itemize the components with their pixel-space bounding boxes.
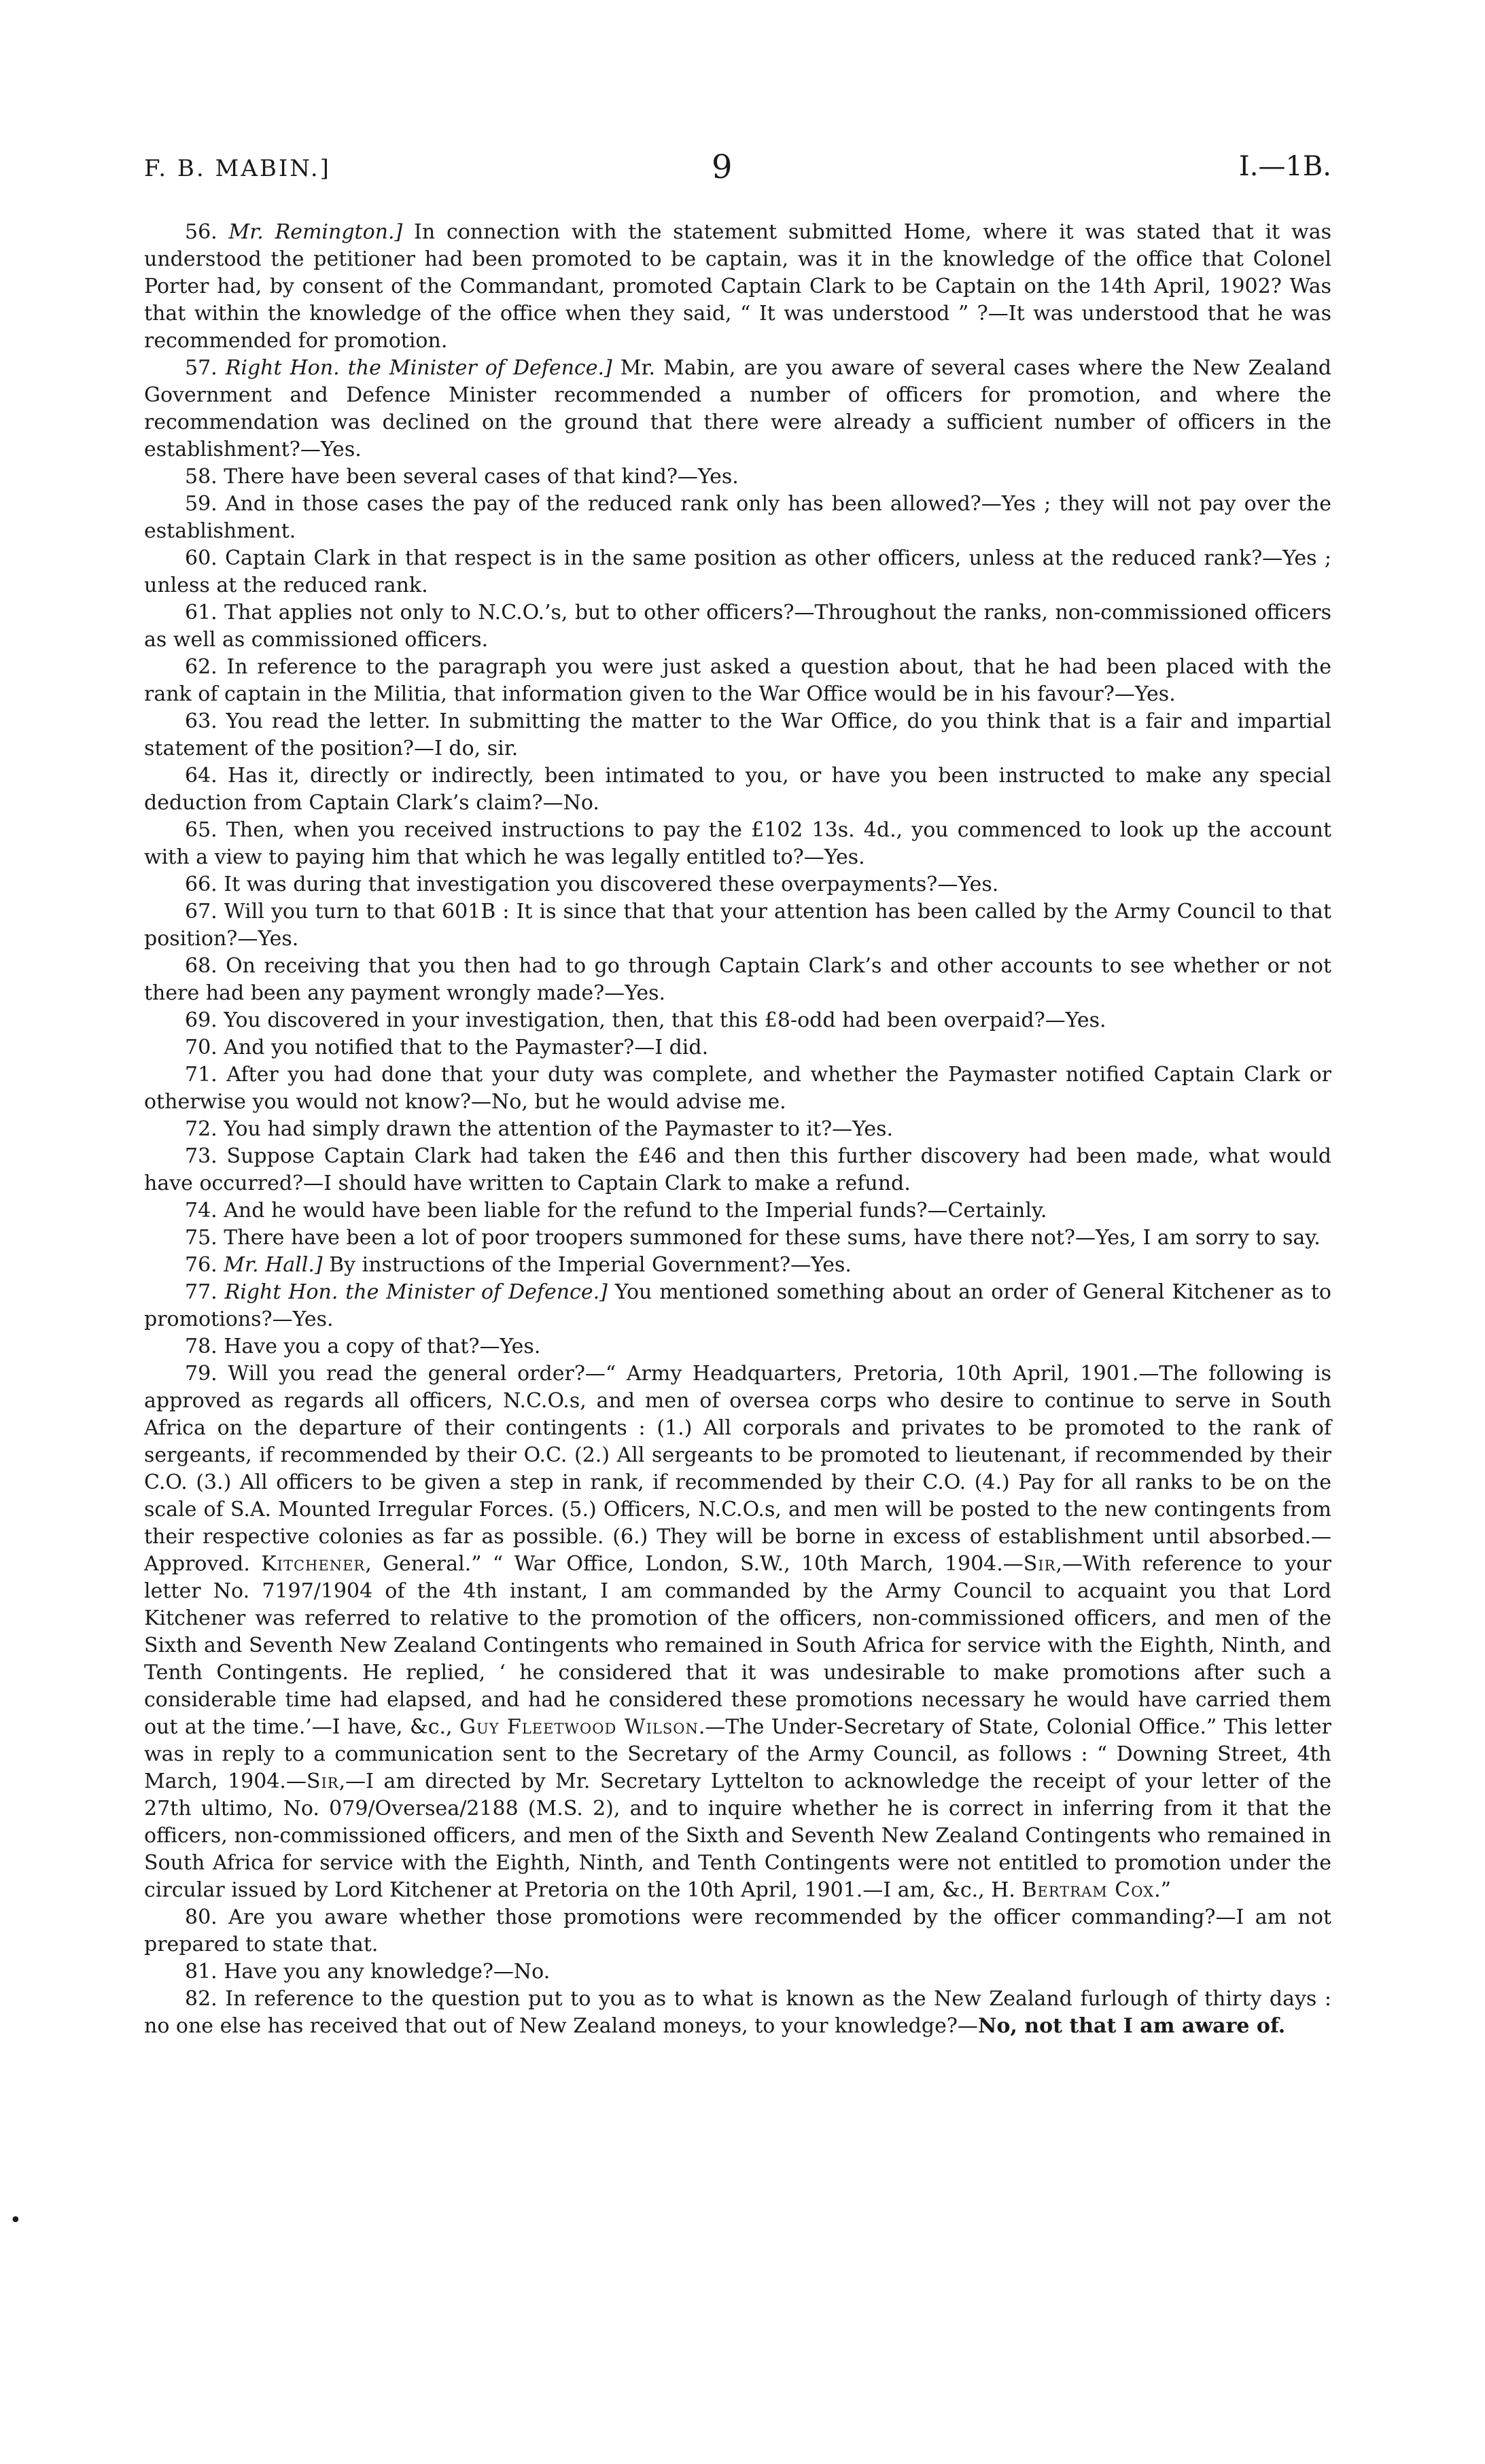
question-59: 59. And in those cases the pay of the reduced rank only has been allowed?—Yes ; they will not pay over the establishment. bbox=[144, 492, 1331, 543]
page-header bbox=[144, 148, 1331, 189]
margin-dot: • bbox=[10, 2208, 22, 2232]
question-list bbox=[144, 219, 1331, 1360]
testimony-body bbox=[144, 219, 1331, 2040]
witness-name: F. B. MABIN.] bbox=[144, 155, 331, 182]
question-77: 77. Right Hon. the Minister of Defence.] You mentioned something about an order of General Kitchener as to promotions?—Yes. bbox=[144, 1280, 1331, 1331]
question-73: 73. Suppose Captain Clark had taken the £46 and then this further discovery had been made, what would have occurred?—I should have written to Captain Clark to make a refund. bbox=[144, 1144, 1331, 1195]
question-72: 72. You had simply drawn the attention of the Paymaster to it?—Yes. bbox=[185, 1117, 894, 1141]
question-61: 61. That applies not only to N.C.O.’s, but to other officers?—Throughout the ranks, non-commissioned officers as well as commissioned officers. bbox=[144, 601, 1331, 652]
question-74: 74. And he would have been liable for the refund to the Imperial funds?—Certainly. bbox=[185, 1199, 1047, 1222]
question-62: 62. In reference to the paragraph you were just asked a question about, that he had been placed with the rank of captain in the Militia, that information given to the War Office would be in his favour?—Yes. bbox=[144, 655, 1331, 706]
document-reference: I.—1B. bbox=[1238, 151, 1331, 182]
question-66: 66. It was during that investigation you discovered these overpayments?—Yes. bbox=[185, 873, 999, 896]
question-75: 75. There have been a lot of poor troopers summoned for these sums, have there not?—Yes, I am sorry to say. bbox=[185, 1226, 1321, 1250]
page-number: 9 bbox=[712, 148, 733, 186]
question-58: 58. There have been several cases of that kind?—Yes. bbox=[185, 465, 739, 489]
question-81: 81. Have you any knowledge?—No. bbox=[185, 1960, 551, 1984]
question-76: 76. Mr. Hall.] By instructions of the Imperial Government?—Yes. bbox=[185, 1253, 852, 1277]
question-56: 56. Mr. Remington.] In connection with the statement submitted Home, where it was stated that it was understood the petitioner had been promoted to be captain, was it in the knowledge of the office that Colonel Porter had, by consent of the Commandant, promoted Captain Clark to be Captain on the 14th April, 1902? Was that within the knowledge of the office when they said, “ It was understood ” ?—It was understood that he was recommended for promotion. bbox=[144, 220, 1331, 353]
question-65: 65. Then, when you received instructions to pay the £102 13s. 4d., you commenced to look up the account with a view to paying him that which he was legally entitled to?—Yes. bbox=[144, 818, 1331, 869]
question-69: 69. You discovered in your investigation, then, that this £8-odd had been overpaid?—Yes. bbox=[185, 1008, 1106, 1032]
speaker: Mr. Hall.] bbox=[224, 1253, 323, 1277]
question-57: 57. Right Hon. the Minister of Defence.] Mr. Mabin, are you aware of several cases where the New Zealand Government and Defence Minister recommended a number of officers for promotion, and where the recommendation was declined on the ground that there were already a sufficient number of officers in the establishment?—Yes. bbox=[144, 356, 1331, 461]
question-68: 68. On receiving that you then had to go through Captain Clark’s and other accounts to see whether or not there had been any payment wrongly made?—Yes. bbox=[144, 954, 1331, 1005]
question-67: 67. Will you turn to that 601B : It is since that that your attention has been called by the Army Council to that position?—Yes. bbox=[144, 900, 1331, 951]
speaker: Mr. Remington.] bbox=[228, 220, 403, 244]
speaker: Right Hon. the Minister of Defence.] bbox=[225, 356, 612, 380]
question-71: 71. After you had done that your duty was complete, and whether the Paymaster notified Captain Clark or otherwise you would not know?—No, but he would advise me. bbox=[144, 1063, 1331, 1114]
question-60: 60. Captain Clark in that respect is in the same position as other officers, unless at the reduced rank?—Yes ; unless at the reduced rank. bbox=[144, 546, 1331, 597]
question-64: 64. Has it, directly or indirectly, been intimated to you, or have you been instructed to make any special deduction from Captain Clark’s claim?—No. bbox=[144, 764, 1331, 815]
question-63: 63. You read the letter. In submitting the matter to the War Office, do you think that is a fair and impartial statement of the position?—I do, sir. bbox=[144, 709, 1331, 760]
question-80: 80. Are you aware whether those promotions were recommended by the officer commanding?—I am not prepared to state that. bbox=[144, 1905, 1331, 1956]
question-79: 79. Will you read the general order?—“ Army Headquarters, Pretoria, 10th April, 1901.—The following is approved as regards all officers, N.C.O.s, and men of oversea corps who desire to continue to serve in South Africa on the departure of their contingents : (1.) All corporals and privates to be promoted to the rank of sergeants, if recommended by their O.C. (2.) All sergeants to be promoted to lieutenant, if recommended by their C.O. (3.) All officers to be given a step in rank, if recommended by their C.O. (4.) Pay for all ranks to be on the scale of S.A. Mounted Irregular Forces. (5.) Officers, N.C.O.s, and men will be posted to the new contingents from their respective colonies as far as possible. (6.) They will be borne in excess of establishment until absorbed.—Approved. Kitchener, General.” “ War Office, London, S.W., 10th March, 1904.—Sir,—With reference to your letter No. 7197/1904 of the 4th instant, I am commanded by the Army Council to acquaint you that Lord Kitchener was referred to relative to the promotion of the officers, non-commissioned officers, and men of the Sixth and Seventh New Zealand Contingents who remained in South Africa for service with the Eighth, Ninth, and Tenth Contingents. He replied, ‘ he considered that it was undesirable to make promotions after such a considerable time had elapsed, and had he considered these promotions necessary he would have carried them out at the time.’—I have, &c., Guy Fleetwood Wilson.—The Under-Secretary of State, Colonial Office.” This letter was in reply to a communication sent to the Secretary of the Army Council, as follows : “ Downing Street, 4th March, 1904.—Sir,—I am directed by Mr. Secretary Lyttelton to acknowledge the receipt of your letter of the 27th ultimo, No. 079/Oversea/2188 (M.S. 2), and to inquire whether he is correct in inferring from it that the officers, non-commissioned officers, and men of the Sixth and Seventh New Zealand Contingents who remained in South Africa for service with the Eighth, Ninth, and Tenth Contingents were not entitled to promotion under the circular issued by Lord Kitchener at Pretoria on the 10th April, 1901.—I am, &c., H. Bertram Cox.” bbox=[144, 1362, 1331, 1902]
speaker: Right Hon. the Minister of Defence.] bbox=[224, 1280, 608, 1304]
question-78: 78. Have you a copy of that?—Yes. bbox=[185, 1335, 541, 1358]
question-82: 82. In reference to the question put to you as to what is known as the New Zealand furlough of thirty days : no one else has received that out of New Zealand moneys, to your knowledge?—No, not that I am aware of. bbox=[144, 1987, 1331, 2038]
question-70: 70. And you notified that to the Paymaster?—I did. bbox=[185, 1036, 709, 1059]
